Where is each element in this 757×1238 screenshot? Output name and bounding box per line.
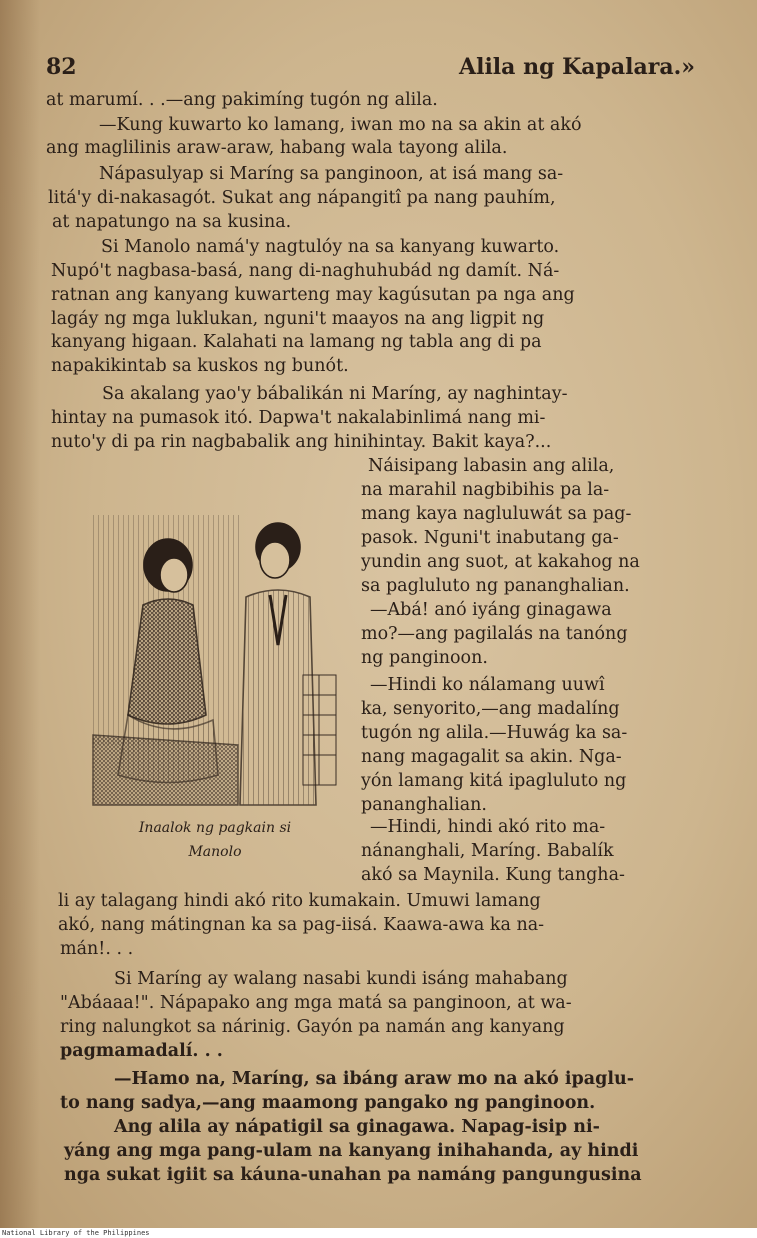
text-line: ring nalungkot sa nárinig. Gayón pa namán ang kanyang [60,1017,565,1037]
text-line: —Hamo na, Maríng, sa ibáng araw mo na akó ipaglu- [114,1069,635,1089]
text-line: napakikintab sa kuskos ng bunót. [51,356,349,376]
text-line: yáng ang mga pang-ulam na kanyang inihahanda, ay hindi [64,1141,639,1161]
text-line: litá'y di-nakasagót. Sukat ang nápangitî pa nang pauhím, [48,188,556,208]
text-line: Si Maríng ay walang nasabi kundi isáng mahabang [114,969,568,989]
text-line: tugón ng alila.—Huwág ka sa- [361,723,628,743]
illustration-sketch [88,505,338,807]
text-line: na marahil nagbibihis pa la- [361,480,610,500]
text-line: —Abá! anó iyáng ginagawa [370,600,612,620]
text-line: at marumí. . .—ang pakimíng tugón ng alila. [46,90,438,110]
text-line: nánanghali, Maríng. Babalík [361,841,614,861]
illustration-caption-line-2: Manolo [188,844,242,860]
text-line: pananghalian. [361,795,487,815]
text-line: pasok. Nguni't inabutang ga- [361,528,619,548]
running-title: Alila ng Kapalara.» [459,54,695,80]
text-line: ka, senyorito,—ang madalíng [361,699,620,719]
text-line: —Hindi, hindi akó rito ma- [370,817,606,837]
text-line: Nupó't nagbasa-basá, nang di-naghuhubád ng damít. Ná- [51,261,560,281]
text-line: nang magagalit sa akin. Nga- [361,747,622,767]
text-line: nga sukat igiit sa káuna-unahan pa namáng pangungusina [64,1165,642,1185]
text-line: sa pagluluto ng pananghalian. [361,576,630,596]
text-line: pagmamadalí. . . [60,1041,223,1061]
text-line: yón lamang kitá ipagluluto ng [361,771,627,791]
text-line: Náisipang labasin ang alila, [368,456,615,476]
text-line: li ay talagang hindi akó rito kumakain. Umuwi lamang [58,891,541,911]
text-line: Sa akalang yao'y bábalikán ni Maríng, ay naghintay- [102,384,568,404]
text-line: lagáy ng mga luklukan, nguni't maayos na ang ligpit ng [51,309,545,329]
footer-credit: National Library of the Philippines [2,1229,150,1237]
text-line: hintay na pumasok itó. Dapwa't nakalabinlimá nang mi- [51,408,546,428]
text-line: Nápasulyap si Maríng sa panginoon, at isá mang sa- [99,164,564,184]
text-line: "Abáaaa!". Nápapako ang mga matá sa panginoon, at wa- [60,993,572,1013]
text-line: mo?—ang pagilalás na tanóng [361,624,628,644]
text-line: akó, nang mátingnan ka sa pag-iisá. Kaawa-awa ka na- [58,915,545,935]
page-number: 82 [46,54,77,80]
text-line: kanyang higaan. Kalahati na lamang ng tabla ang di pa [51,332,542,352]
text-line: to nang sadya,—ang maamong pangako ng panginoon. [60,1093,596,1113]
text-line: —Kung kuwarto ko lamang, iwan mo na sa akin at akó [99,115,582,135]
illustration-caption-line-1: Inaalok ng pagkain si [138,820,292,836]
text-line: ng panginoon. [361,648,488,668]
text-line: yundin ang suot, at kakahog na [361,552,640,572]
text-line: nuto'y di pa rin nagbabalik ang hinihintay. Bakit kaya?... [51,432,552,452]
text-line: mán!. . . [60,939,134,959]
page-edge-shadow [0,0,40,1228]
text-line: Ang alila ay nápatigil sa ginagawa. Napag-isip ni- [114,1117,600,1137]
text-line: at napatungo na sa kusina. [52,212,292,232]
text-line: ang maglilinis araw-araw, habang wala tayong alila. [46,138,508,158]
text-line: mang kaya nagluluwát sa pag- [361,504,632,524]
text-line: ratnan ang kanyang kuwarteng may kagúsutan pa nga ang [51,285,575,305]
text-line: Si Manolo namá'y nagtulóy na sa kanyang kuwarto. [101,237,560,257]
text-line: akó sa Maynila. Kung tangha- [361,865,625,885]
text-line: —Hindi ko nálamang uuwî [370,675,605,695]
